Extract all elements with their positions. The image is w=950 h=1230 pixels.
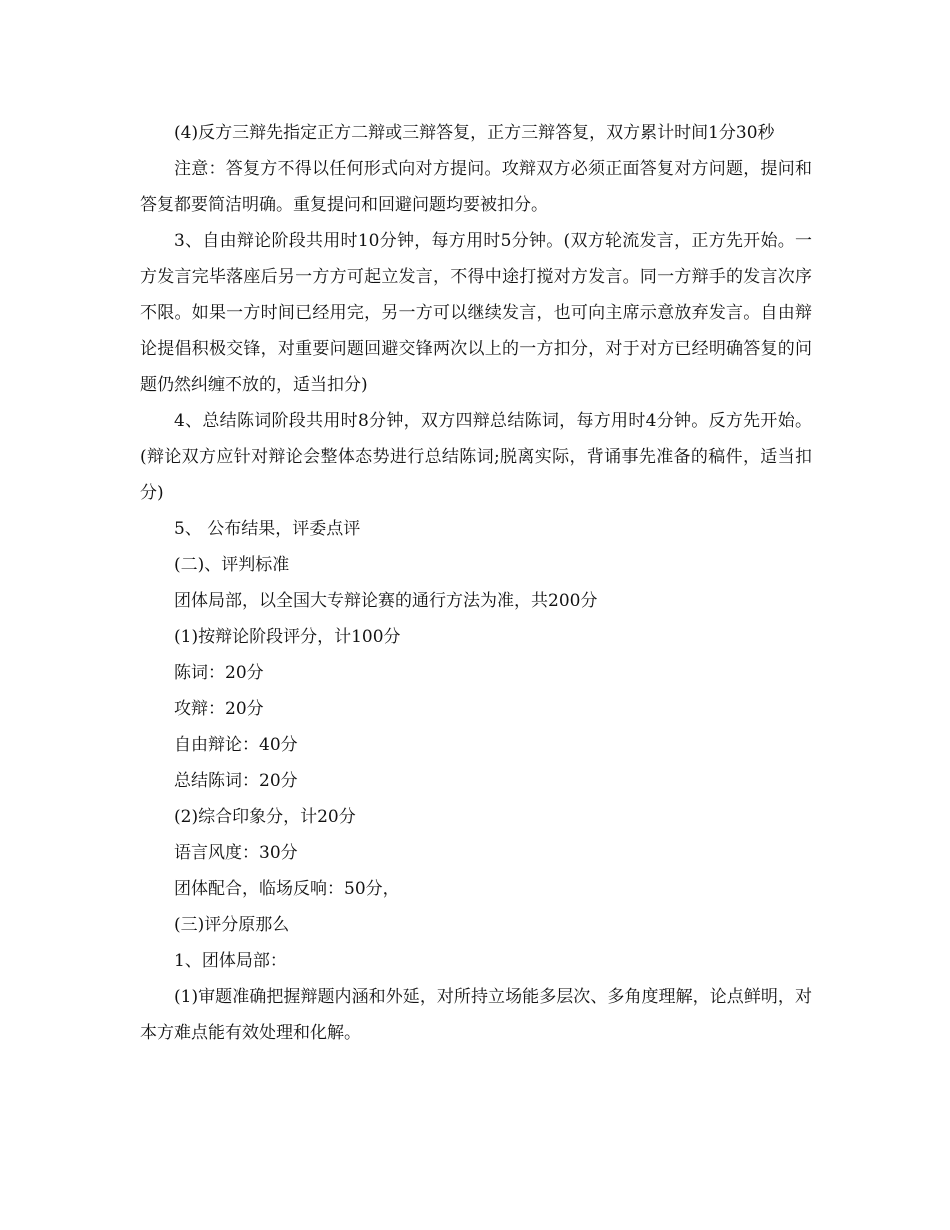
paragraph-closing-statement: 4、总结陈词阶段共用时8分钟，双方四辩总结陈词，每方用时4分钟。反方先开始。(辩论双方应针对辩论会整体态势进行总结陈词;脱离实际，背诵事先准备的稿件，适当扣分) bbox=[140, 411, 812, 503]
paragraph-announce-results: 5、 公布结果，评委点评 bbox=[174, 519, 361, 539]
paragraph-free-debate: 3、自由辩论阶段共用时10分钟，每方用时5分钟。(双方轮流发言，正方先开始。一方发言完毕落座后另一方方可起立发言，不得中途打搅对方发言。同一方辩手的发言次序不限。如果一方时间已经用完，另一方可以继续发言，也可向主席示意放弃发言。自由辩论提倡积极交锋，对重要问题回避交锋两次以上的一方扣分，对于对方已经明确答复的问题仍然纠缠不放的，适当扣分) bbox=[140, 231, 812, 395]
section-heading-judging-criteria: (二)、评判标准 bbox=[174, 555, 290, 575]
paragraph-rebuttal-4: (4)反方三辩先指定正方二辩或三辩答复，正方三辩答复，双方累计时间1分30秒 bbox=[174, 123, 775, 143]
paragraph-impression-score: (2)综合印象分，计20分 bbox=[174, 807, 356, 827]
document-body bbox=[140, 115, 812, 1051]
score-item-cross-exam: 攻辩：20分 bbox=[174, 699, 264, 719]
section-heading-scoring-principles: (三)评分原那么 bbox=[174, 915, 290, 935]
paragraph-stage-scoring: (1)按辩论阶段评分，计100分 bbox=[174, 627, 401, 647]
score-item-closing: 总结陈词：20分 bbox=[174, 771, 298, 791]
paragraph-topic-understanding: (1)审题准确把握辩题内涵和外延，对所持立场能多层次、多角度理解，论点鲜明，对本方难点能有效处理和化解。 bbox=[140, 987, 812, 1043]
paragraph-note: 注意：答复方不得以任何形式向对方提问。攻辩双方必须正面答复对方问题，提问和答复都要简洁明确。重复提问和回避问题均要被扣分。 bbox=[140, 159, 812, 215]
score-item-free-debate: 自由辩论：40分 bbox=[174, 735, 298, 755]
score-item-language-style: 语言风度：30分 bbox=[174, 843, 298, 863]
paragraph-team-total: 团体局部，以全国大专辩论赛的通行方法为准，共200分 bbox=[174, 591, 598, 611]
score-item-teamwork: 团体配合，临场反响：50分， bbox=[174, 879, 400, 899]
subsection-heading-team: 1、团体局部： bbox=[174, 951, 287, 971]
score-item-opening: 陈词：20分 bbox=[174, 663, 264, 683]
